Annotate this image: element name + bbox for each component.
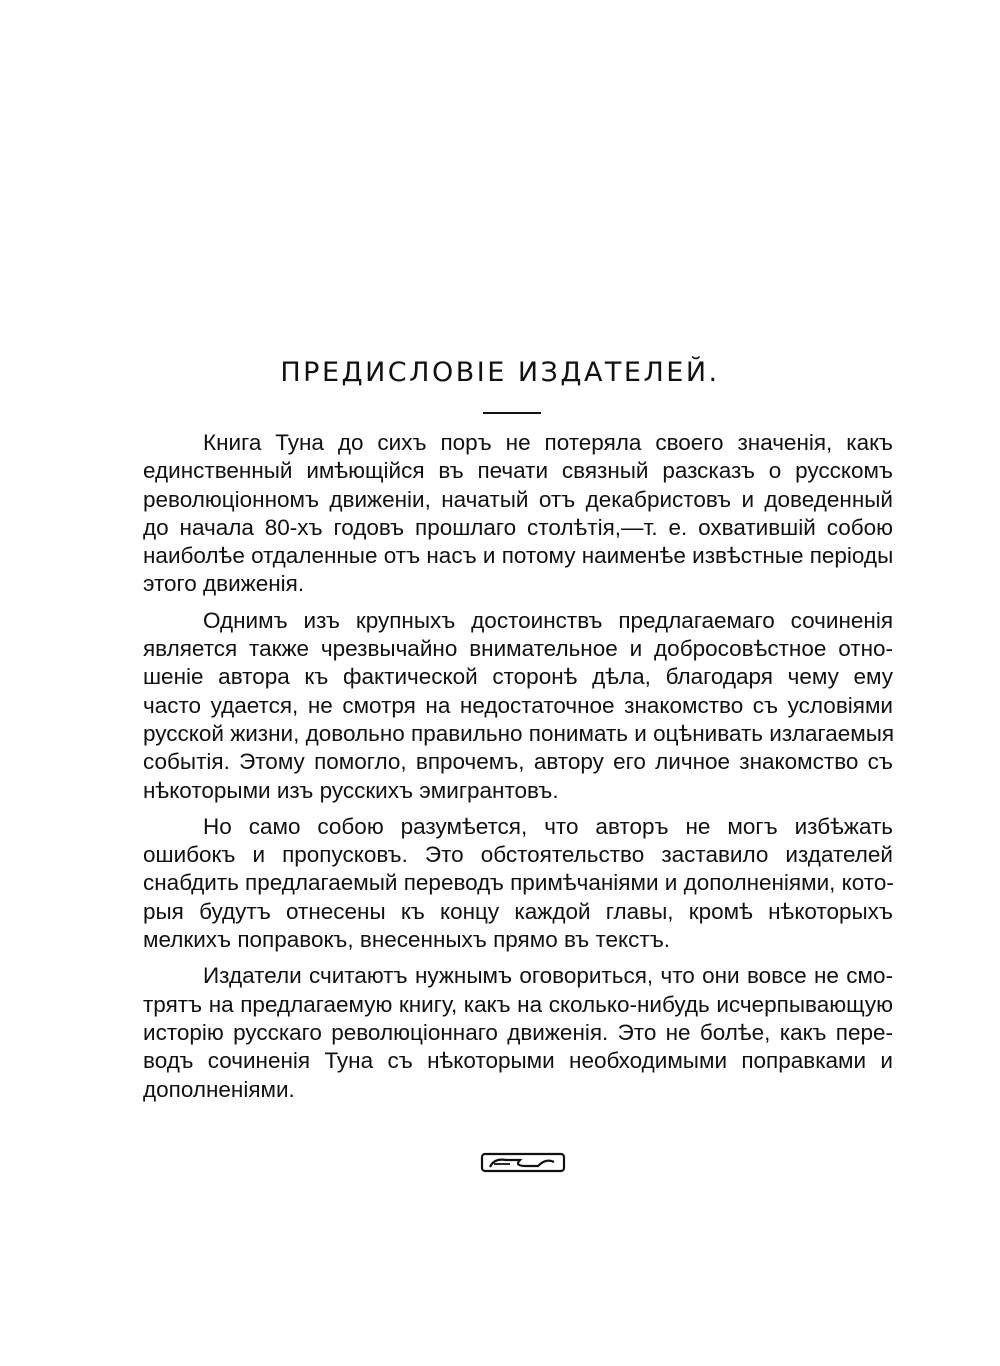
- text-line: часто удается, не смотря на недостаточное знакомство съ условіями: [143, 692, 893, 718]
- page-title: ПРЕДИСЛОВІЕ ИЗДАТЕЛЕЙ.: [280, 357, 720, 388]
- paragraph: [143, 429, 893, 599]
- paragraph: [143, 962, 893, 1103]
- text-line: наиболѣе отдаленные отъ насъ и потому наименѣе извѣстные періоды: [143, 543, 894, 569]
- text-line: этого движенія.: [143, 571, 305, 597]
- text-line: ошибокъ и пропусковъ. Это обстоятельство заставило издателей: [143, 842, 893, 868]
- text-line: исторію русскаго революціоннаго движенія. Это не болѣе, какъ пере-: [143, 1019, 893, 1045]
- text-line: событія. Этому помогло, впрочемъ, автору его личное знакомство съ: [143, 749, 893, 775]
- text-line: рыя будутъ отнесены къ концу каждой главы, кромѣ нѣкоторыхъ: [143, 898, 893, 924]
- text-line: водъ сочиненія Туна съ нѣкоторыми необходимыми поправками и: [143, 1048, 893, 1074]
- text-line: Книга Туна до сихъ поръ не потеряла своего значенія, какъ: [203, 430, 893, 455]
- text-line: трятъ на предлагаемую книгу, какъ на сколько-нибудь исчерпывающую: [143, 991, 893, 1017]
- body-text: [143, 429, 893, 1112]
- paragraph: [143, 607, 893, 805]
- title-divider: [483, 412, 541, 414]
- text-line: революціонномъ движеніи, начатый отъ декабристовъ и доведенный: [143, 486, 893, 512]
- text-line: дополненіями.: [143, 1076, 295, 1102]
- text-line: Однимъ изъ крупныхъ достоинствъ предлагаемаго сочиненія: [203, 607, 893, 633]
- decorative-tailpiece-icon: [480, 1150, 566, 1174]
- text-line: мелкихъ поправокъ, внесенныхъ прямо въ текстъ.: [143, 927, 671, 953]
- text-line: шеніе автора къ фактической сторонѣ дѣла, благодаря чему ему: [143, 664, 893, 690]
- text-line: единственный имѣющійся въ печати связный разсказъ о русскомъ: [143, 458, 893, 484]
- text-line: русской жизни, довольно правильно понимать и оцѣнивать излагаемыя: [143, 720, 895, 746]
- text-line: снабдить предлагаемый переводъ примѣчаніями и дополненіями, кото-: [143, 870, 894, 896]
- text-line: Издатели считаютъ нужнымъ оговориться, что они вовсе не смо-: [203, 963, 893, 989]
- paragraph: [143, 813, 893, 954]
- text-line: является также чрезвычайно внимательное и добросовѣстное отно-: [143, 636, 893, 662]
- text-line: нѣкоторыми изъ русскихъ эмигрантовъ.: [143, 777, 559, 803]
- text-line: Но само собою разумѣется, что авторъ не могъ избѣжать: [203, 813, 893, 839]
- text-line: до начала 80-хъ годовъ прошлаго столѣтія,—т. е. охватившій собою: [143, 514, 893, 540]
